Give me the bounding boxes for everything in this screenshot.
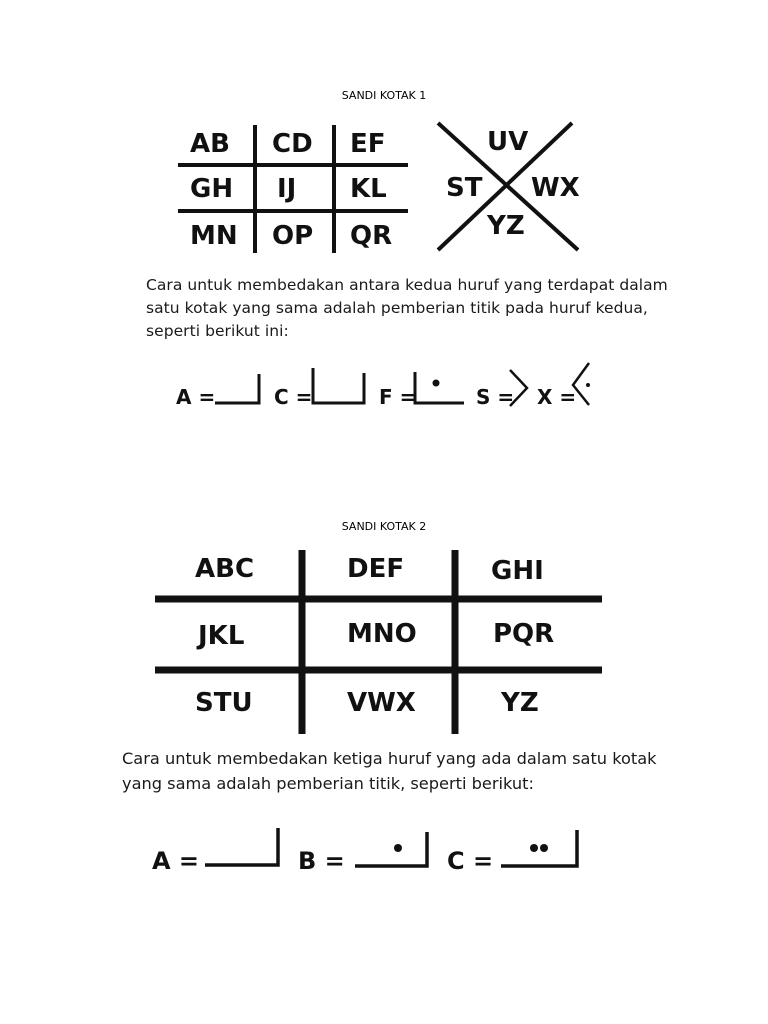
section-2-paragraph-line-2: yang sama adalah pemberian titik, seperti berikut:: [122, 774, 534, 793]
grid-1-cell-mn: MN: [190, 221, 238, 251]
grid-1-cell-op: OP: [272, 221, 314, 251]
x-grid-cell-yz: YZ: [487, 211, 525, 241]
grid-2-cell-pqr: PQR: [493, 619, 555, 649]
grid-2-cell-ghi: GHI: [491, 556, 544, 586]
x-grid-cell-wx: WX: [531, 173, 580, 203]
grid-1-cell-ab: AB: [190, 129, 230, 159]
example-2-a-label: A =: [152, 847, 200, 875]
example-1-s-label: S =: [476, 385, 515, 409]
grid-1-cell-gh: GH: [190, 174, 234, 204]
grid-1-cell-qr: QR: [350, 221, 393, 251]
example-1-f-label: F =: [379, 385, 417, 409]
x-grid-cell-st: ST: [446, 173, 483, 203]
example-2-b-label: B =: [298, 847, 345, 875]
grid-2-cell-mno: MNO: [347, 619, 417, 649]
grid-1-cell-ij: IJ: [277, 174, 297, 204]
grid-2-cell-vwx: VWX: [347, 688, 416, 718]
grid-1-cell-kl: KL: [350, 174, 387, 204]
section-1-title: SANDI KOTAK 1: [341, 89, 427, 102]
section-2-title: SANDI KOTAK 2: [341, 520, 427, 533]
grid-2-cell-abc: ABC: [195, 554, 255, 584]
example-1-a-label: A =: [176, 385, 216, 409]
example-1-x-label: X =: [537, 385, 577, 409]
example-1-c-label: C =: [274, 385, 313, 409]
example-2-c-label: C =: [447, 847, 494, 875]
section-1-paragraph-line-1: Cara untuk membedakan antara kedua huruf yang terdapat dalam: [146, 276, 668, 294]
x-grid-cell-uv: UV: [487, 127, 529, 157]
grid-2-cell-jkl: JKL: [198, 621, 245, 651]
grid-1-cell-ef: EF: [350, 129, 386, 159]
section-1-paragraph-line-3: seperti berikut ini:: [146, 322, 289, 340]
grid-1-cell-cd: CD: [272, 129, 313, 159]
grid-2-cell-def: DEF: [347, 554, 405, 584]
section-1-paragraph-line-2: satu kotak yang sama adalah pemberian titik pada huruf kedua,: [146, 299, 648, 317]
grid-2-cell-yz: YZ: [501, 688, 539, 718]
grid-2-cell-stu: STU: [195, 688, 253, 718]
section-2-paragraph-line-1: Cara untuk membedakan ketiga huruf yang ada dalam satu kotak: [122, 749, 657, 768]
